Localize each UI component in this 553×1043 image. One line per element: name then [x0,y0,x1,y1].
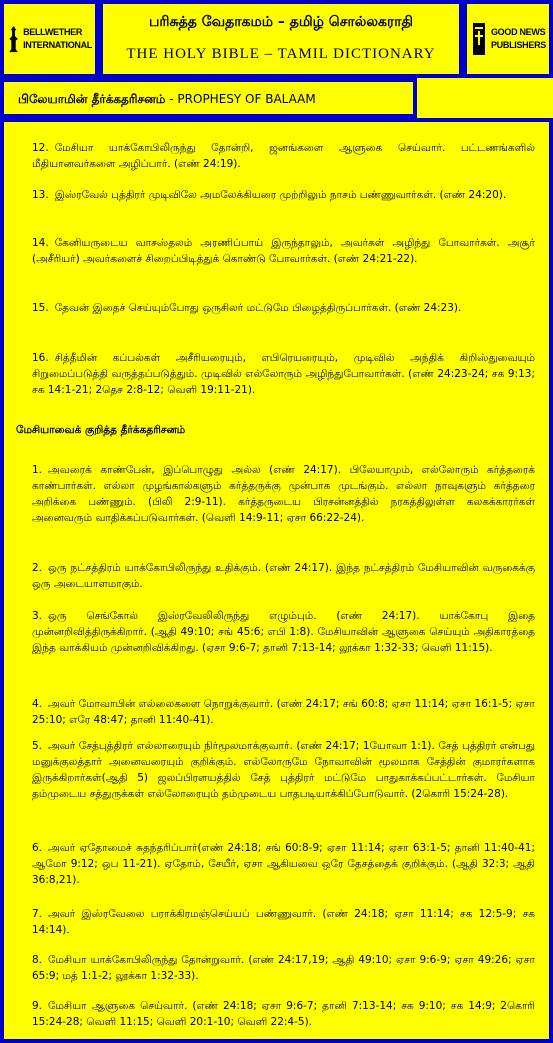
item-text: இஸ்ரவேல் புத்திரர் முடிவிலே அமலேக்கியரை முற்றிலும் நாசம் பண்ணுவார்கள். (எண் 24:20). [54,189,507,201]
item-text: மேசியா யாக்கோபிலிருந்து தோன்றி, ஜனங்களை ஆளுகை செய்வார். பட்டணங்களில் மீதியானவர்களை அழிப்பார். (எண் 24:19). [32,142,535,170]
item-number: 13. [32,189,49,201]
list-item [32,608,535,656]
right-logo-text [491,26,546,52]
item-number: 12. [32,142,49,154]
list-item [32,738,535,802]
item-text: ஒரு செங்கோல் இஸ்ரவேலிலிருந்து எழும்பும். (எண் 24:17). யாக்கோபு இதை முன்னறிவித்திருக்கிறார். (ஆதி 49:10; சங் 45:6; எபி 1:8). மேசியாவின் ஆளுகை செய்யும் அதிகாரத்தை இந்த வாக்கியம் முன்னறிவிக்கிறது. (ஏசா 9:6-7; தானி 7:13-14; லூக்கா 1:32-33; வெளி 11:15). [32,610,535,654]
list-item [32,906,535,938]
left-logo-text [23,26,92,52]
item-number: 7. [32,908,43,920]
item-text: மேசியா ஆளுகை செய்வார். (எண் 24:18; ஏசா 9:6-7; தானி 7:13-14; சக 9:10; சக 14:9; 2கொரி 15:24-28; வெளி 11:15; வெளி 20:1-10; வெளி 22:4-5). [32,1000,535,1028]
section-title [18,92,316,108]
title-box [99,0,463,78]
right-logo-box [463,0,553,78]
right-logo-line2: PUBLISHERS [490,40,546,50]
list-item [32,300,535,316]
item-number: 5. [32,740,43,752]
item-text: அவர் சேத்புத்திரர் எல்லாரையும் நிர்மூலமாக்குவார். (எண் 24:17; 1யோவா 1:1). சேத் புத்திரர் என்பது மனுக்குலத்தார் அனைவரையும் குறிக்கும். எல்லோருமே நோவாவின் மூலமாக சேத்தின் குமாரர்களாக இருக்கிறார்கள்(ஆதி 5) ஜலப்பிரளயத்தில் சேத் புத்திரர் மட்டுமே பாதுகாக்கப்பட்டார்கள். மேசியா தம்முடைய சத்துருக்கள் எல்லோரையும் தம்முடைய பாதபடியாக்கிப்போடுவார். (2கொரி 15:24-28). [32,740,535,800]
subheading: மேசியாவைக் குறித்த தீர்க்கதரிசனம் [16,424,186,436]
list-item [32,696,535,728]
item-text: அவர் மோவாபின் எல்லைகளை நொறுக்குவார். (எண் 24:17; சங் 60:8; ஏசா 11:14; ஏசா 16:1-5; ஏசா 25:10; எரே 48:47; தானி 11:40-41). [32,698,535,726]
item-number: 16. [32,352,49,364]
right-logo-line1: GOOD NEWS [490,27,546,37]
item-number: 15. [32,302,49,314]
list-item [32,235,535,267]
item-number: 2. [32,562,43,574]
section-title-tamil: பிலேயாமின் தீர்க்கதரிசனம் [18,92,166,106]
content-box [0,118,553,1043]
item-number: 14. [32,237,49,249]
list-item [32,998,535,1030]
section-title-box [0,78,417,118]
item-number: 6. [32,842,43,854]
item-text: கேனியருடைய வாசஸ்தலம் அரணிப்பாய் இருந்தாலும், அவர்கள் அழிந்து போவார்கள். அசூர் (அசீரியர்) அவர்களைச் சிறைப்பிடித்துக் கொண்டு போவார்கள். (எண் 24:21-22). [32,237,535,265]
list-item [32,840,535,888]
left-logo-box [0,0,99,78]
item-number: 4. [32,698,43,710]
list-item [32,350,535,398]
left-logo-line1: BELLWETHER [23,27,83,37]
item-text: அவர் ஏதோமைச் சுதந்தரிப்பார்(எண் 24:18; சங் 60:8-9; ஏசா 11:14; ஏசா 63:1-5; தானி 11:40-41; ஆமோ 9:12; ஒப 11-21). ஏதோம், சேயீர், ஏசா ஆகியவை ஒரே தேசத்தைக் குறிக்கும். (ஆதி 32:3; ஆதி 36:8,21). [32,842,535,886]
item-number: 1. [32,464,43,476]
item-number: 9. [32,1000,43,1012]
list-item [32,560,535,592]
item-text: அவரைக் காண்பேன், இப்பொழுது அல்ல (எண் 24:17). பிலேயாமும், எல்லோரும் கர்த்தரைக் காண்பார்கள். எல்லா முழங்கால்களும் கர்த்தருக்கு முன்பாக முடங்கும். எல்லா நாவுகளும் கர்த்தரை அறிக்கை பண்ணும். (பிலி 2:9-11). கர்த்தருடைய பிரசன்னத்தில் நரகத்திலுள்ள கலகக்காரர்கள் அனைவரும் வாதிக்கப்படுவார்கள். (வெளி 14:9-11; ஏசா 66:22-24). [32,464,535,524]
list-item [32,952,535,984]
item-number: 8. [32,954,43,966]
item-text: ஒரு நட்சத்திரம் யாக்கோபிலிருந்து உதிக்கும். (எண் 24:17). இந்த நட்சத்திரம் மேசியாவின் வருகைக்கு ஒரு அடையாளமாகும். [32,562,535,590]
list-item [32,462,535,526]
item-number: 3. [32,610,43,622]
item-text: சித்தீமின் கப்பல்கள் அசீரியரையும், எபிரெயரையும், முடிவில் அந்திக் கிறிஸ்துவையும் சிறுமைப்படுத்தி வருத்தப்படுத்தும். முடிவில் எல்லோரும் அழிந்துபோவார்கள். (எண் 24:23-24; சக 9:13; சக 14:1-21; 2தெச 2:8-12; வெளி 19:11-21). [32,352,535,396]
title-english: THE HOLY BIBLE – TAMIL DICTIONARY [126,46,436,62]
ram-logo-icon [7,19,20,59]
item-text: மேசியா யாக்கோபிலிருந்து தோன்றுவார். (எண் 24:17,19; ஆதி 49:10; ஏசா 9:6-9; ஏசா 49:26; ஏசா 65:9; மத் 1:1-2; லூக்கா 1:32-33). [32,954,535,982]
title-tamil: பரிசுத்த வேதாகமம் – தமிழ் சொல்லகராதி [149,14,413,30]
list-item [32,140,535,172]
section-title-english: - PROPHESY OF BALAAM [169,92,316,106]
list-item [32,187,535,203]
left-logo-line2: INTERNATIONAL [23,40,92,50]
item-text: தேவன் இதைச் செய்யும்போது ஒருசிலர் மட்டுமே பிழைத்திருப்பார்கள். (எண் 24:23). [54,302,462,314]
item-text: அவர் இஸ்ரவேலை பராக்கிரமஞ்செய்யப் பண்ணுவார். (எண் 24:18; ஏசா 11:14; சக 12:5-9; சக 14:14). [32,908,535,936]
book-logo-icon [470,19,488,59]
